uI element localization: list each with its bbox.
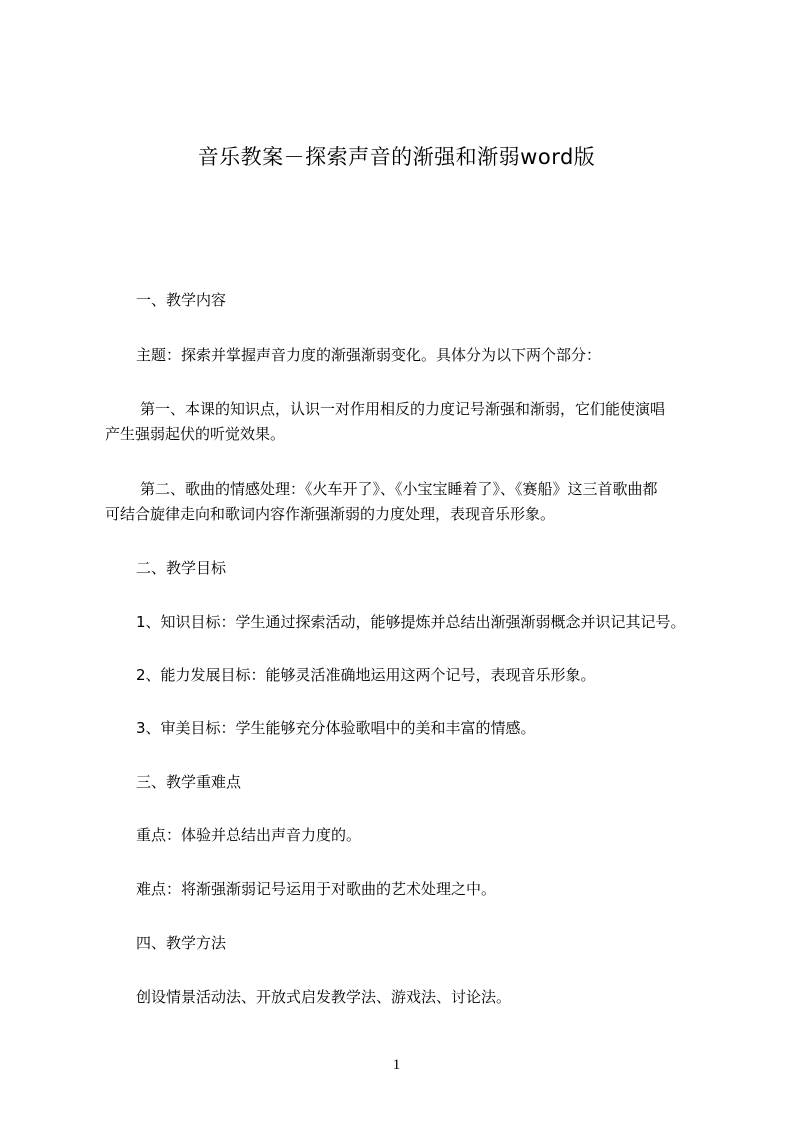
goal-knowledge: 1、知识目标：学生通过探索活动，能够提炼并总结出渐强渐弱概念并识记其记号。 [136,613,686,631]
paragraph-theme: 主题：探索并掌握声音力度的渐强渐弱变化。具体分为以下两个部分： [136,346,602,364]
goal-ability: 2、能力发展目标：能够灵活准确地运用这两个记号，表现音乐形象。 [136,666,596,684]
paragraph-part1-line2: 产生强弱起伏的听觉效果。 [105,425,286,443]
paragraph-part1-line1: 第一、本课的知识点，认识一对作用相反的力度记号渐强和渐弱，它们能使演唱 [140,400,666,418]
section-heading-teaching-goals: 二、教学目标 [136,559,227,577]
section-heading-teaching-content: 一、教学内容 [136,291,227,309]
page-number: 1 [392,1057,401,1073]
key-point: 重点：体验并总结出声音力度的。 [136,826,362,844]
goal-aesthetic: 3、审美目标：学生能够充分体验歌唱中的美和丰富的情感。 [136,719,536,737]
paragraph-part2-line1: 第二、歌曲的情感处理：《火车开了》、《小宝宝睡着了》、《赛船》这三首歌曲都 [140,480,658,498]
section-heading-teaching-methods: 四、教学方法 [136,934,227,952]
document-title: 音乐教案－探索声音的渐强和渐弱word版 [197,145,596,169]
section-heading-key-difficult-points: 三、教学重难点 [136,773,242,791]
teaching-methods-text: 创设情景活动法、开放式启发教学法、游戏法、讨论法。 [136,988,512,1006]
difficult-point: 难点：将渐强渐弱记号运用于对歌曲的艺术处理之中。 [136,880,497,898]
paragraph-part2-line2: 可结合旋律走向和歌词内容作渐强渐弱的力度处理，表现音乐形象。 [105,505,556,523]
